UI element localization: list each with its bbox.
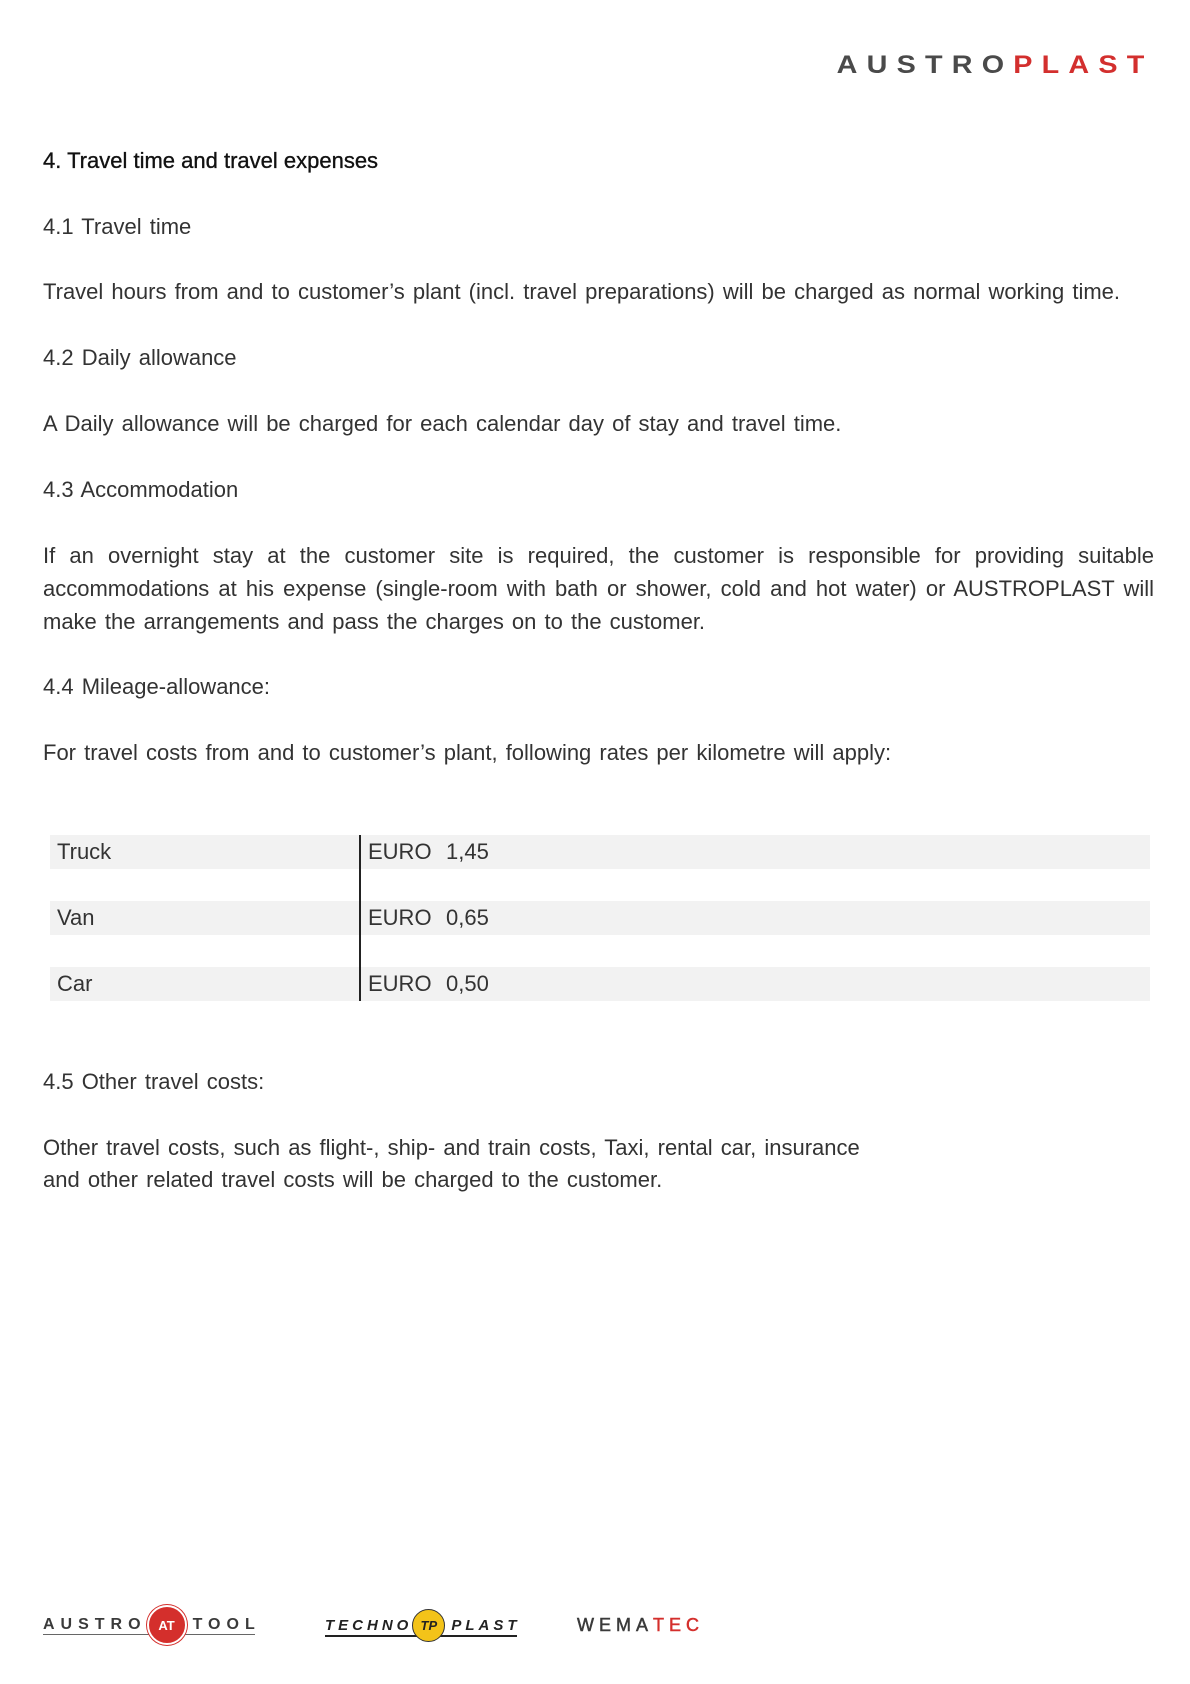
table-row bbox=[50, 835, 1150, 869]
daily-allowance-heading: 4.2 Daily allowance bbox=[43, 345, 237, 370]
techno-plast-left-text: TECHNO bbox=[325, 1616, 413, 1634]
currency-label: EURO bbox=[368, 971, 432, 996]
rate-value: 1,45 bbox=[446, 839, 489, 864]
mileage-heading: 4.4 Mileage-allowance: bbox=[43, 674, 271, 699]
techno-plast-right-text: PLAST bbox=[451, 1616, 521, 1634]
techno-plast-badge: TP bbox=[412, 1609, 445, 1642]
accommodation-paragraph bbox=[43, 539, 1154, 638]
daily-allowance-text: A Daily allowance will be charged for each calendar day of stay and travel time. bbox=[43, 411, 842, 436]
currency-label: EURO bbox=[368, 905, 432, 930]
table-row bbox=[50, 901, 1150, 935]
other-costs-heading: 4.5 Other travel costs: bbox=[43, 1069, 265, 1094]
austro-tool-left-text: AUSTRO bbox=[43, 1616, 147, 1633]
rate-value: 0,65 bbox=[446, 905, 489, 930]
accommodation-line: make the arrangements and pass the charges on to the customer. bbox=[43, 609, 706, 634]
accommodation-line: accommodations at his expense (single-room with bath or shower, cold and hot water) or AUSTROPLAST will bbox=[43, 576, 1154, 601]
accommodation-heading: 4.3 Accommodation bbox=[43, 477, 239, 502]
wematec-text-tec: TEC bbox=[653, 1614, 704, 1635]
section-title: 4. Travel time and travel expenses bbox=[43, 148, 379, 173]
rate-value: 0,50 bbox=[446, 971, 489, 996]
vehicle-label: Truck bbox=[57, 839, 112, 864]
logo-text-plast: PLAST bbox=[1013, 51, 1154, 79]
mileage-rates-table bbox=[50, 835, 1150, 1001]
table-row bbox=[50, 967, 1150, 1001]
logo-text-austro: AUSTRO bbox=[837, 51, 1014, 79]
austro-tool-logo bbox=[43, 1605, 261, 1645]
mileage-text: For travel costs from and to customer’s plant, following rates per kilometre will apply: bbox=[43, 740, 892, 765]
wematec-logo bbox=[577, 1605, 704, 1645]
wematec-text-wema: WEMA bbox=[577, 1614, 653, 1635]
vehicle-label: Van bbox=[57, 905, 95, 930]
currency-label: EURO bbox=[368, 839, 432, 864]
other-costs-paragraph bbox=[43, 1132, 1154, 1196]
table-column-divider bbox=[359, 835, 361, 1001]
vehicle-label: Car bbox=[57, 971, 93, 996]
techno-plast-logo bbox=[325, 1605, 521, 1645]
travel-time-text: Travel hours from and to customer’s plant (incl. travel preparations) will be charged as normal working time. bbox=[43, 279, 1121, 304]
austro-tool-right-text: TOOL bbox=[192, 1616, 261, 1633]
austro-tool-badge: AT bbox=[147, 1605, 187, 1645]
accommodation-line: If an overnight stay at the customer site is required, the customer is responsible for providing suitable bbox=[43, 543, 1154, 568]
other-costs-line: and other related travel costs will be charged to the customer. bbox=[43, 1167, 663, 1192]
other-costs-line: Other travel costs, such as flight-, ship- and train costs, Taxi, rental car, insurance bbox=[43, 1135, 860, 1160]
travel-time-heading: 4.1 Travel time bbox=[43, 214, 192, 239]
austroplast-logo bbox=[837, 52, 1154, 78]
